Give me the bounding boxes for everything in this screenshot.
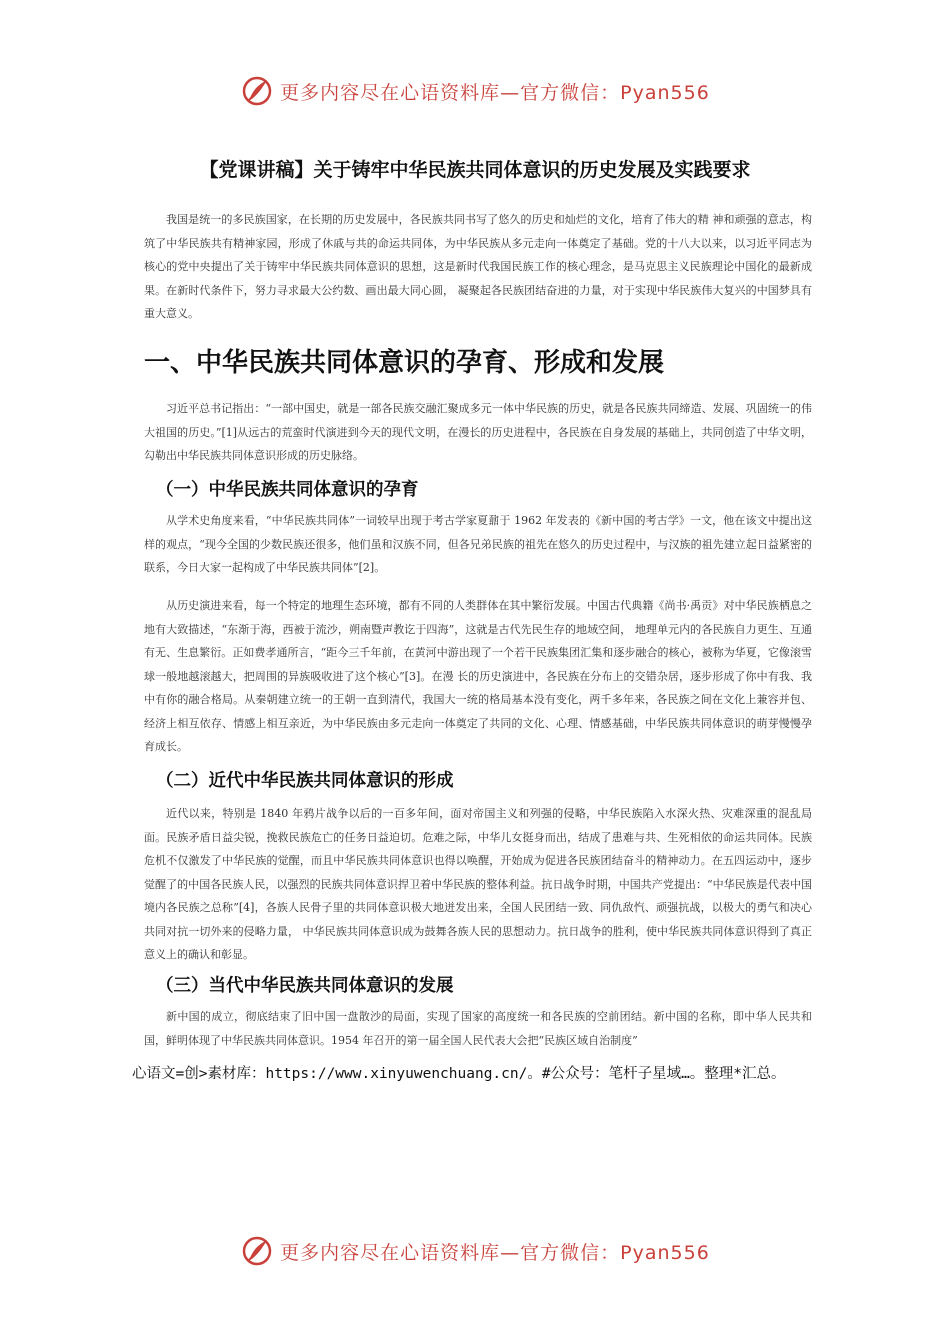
subsection-heading-3: （三）当代中华民族共同体意识的发展 bbox=[156, 976, 454, 996]
watermark-text: 更多内容尽在心语资料库—官方微信：Pyan556 bbox=[280, 1241, 710, 1264]
subsection-heading-1: （一）中华民族共同体意识的孕育 bbox=[156, 480, 419, 500]
intro-paragraph: 我国是统一的多民族国家，在长期的历史发展中，各民族共同书写了悠久的历史和灿烂的文化，培育了伟大的精 神和顽强的意志，构筑了中华民族共有精神家园，形成了休戚与共的命运共同体，为中华民族从多元走向一体奠定了基础。党的十八大以来，以习近平同志为核心的党中央提出了关于铸牢中华民族共同体意识的思想，这是新时代我国民族工作的核心理念，是马克思主义民族理论中国化的最新成果。在新时代条件下，努力寻求最大公约数、画出最大同心圆， 凝聚起各民族团结奋进的力量，对于实现中华民族伟大复兴的中国梦具有重大意义。 bbox=[144, 213, 812, 320]
watermark-text: 更多内容尽在心语资料库—官方微信：Pyan556 bbox=[280, 81, 710, 104]
document-title: 【党课讲稿】关于铸牢中华民族共同体意识的历史发展及实践要求 bbox=[199, 158, 751, 181]
section-heading-1: 一、中华民族共同体意识的孕育、形成和发展 bbox=[144, 348, 665, 378]
quill-logo-icon bbox=[240, 74, 274, 108]
watermark-footer bbox=[0, 1234, 950, 1268]
subsection2-paragraph-1: 近代以来，特别是 1840 年鸦片战争以后的一百多年间，面对帝国主义和列强的侵略，中华民族陷入水深火热、灾难深重的混乱局面。民族矛盾日益尖锐，挽救民族危亡的任务日益迫切。危难之际，中华儿女挺身而出，结成了患难与共、生死相依的命运共同体。民族危机不仅激发了中华民族的觉醒，而且中华民族共同体意识也得以唤醒，开始成为促进各民族团结奋斗的精神动力。在五四运动中，逐步觉醒了的中国各民族人民，以强烈的民族共同体意识捍卫着中华民族的整体利益。抗日战争时期，中国共产党提出：“中华民族是代表中国境内各民族之总称”[4]，各族人民骨子里的共同体意识极大地迸发出来，全国人民团结一致、同仇敌忾、顽强抗战，以极大的勇气和决心共同对抗一切外来的侵略力量， 中华民族共同体意识成为鼓舞各族人民的思想动力。抗日战争的胜利，使中华民族共同体意识得到了真正意义上的确认和彰显。 bbox=[144, 807, 812, 961]
watermark-header bbox=[0, 74, 950, 108]
source-footer-note: 心语文=创>素材库：https://www.xinyuwenchuang.cn/。#公众号：笔杆子星域…。整理*汇总。 bbox=[132, 1066, 786, 1082]
quill-logo-icon bbox=[240, 1234, 274, 1268]
subsection-heading-2: （二）近代中华民族共同体意识的形成 bbox=[156, 771, 454, 791]
subsection1-paragraph-2: 从历史演进来看，每一个特定的地理生态环境，都有不同的人类群体在其中繁衍发展。中国古代典籍《尚书·禹贡》对中华民族栖息之地有大致描述，“东渐于海，西被于流沙，朔南暨声教讫于四海”，这就是古代先民生存的地域空间， 地理单元内的各民族自力更生、互通有无、生息繁衍。正如费孝通所言，“距今三千年前，在黄河中游出现了一个若干民族集团汇集和逐步融合的核心，被称为华夏，它像滚雪球一般地越滚越大，把周围的异族吸收进了这个核心”[3]。在漫 长的历史演进中，各民族在分布上的交错杂居，逐步形成了你中有我、我中有你的融合格局。从秦朝建立统一的王朝一直到清代，我国大一统的格局基本没有变化，两千多年来，各民族之间在文化上兼容并包、经济上相互依存、情感上相互亲近，为中华民族由多元走向一体奠定了共同的文化、心理、情感基础，中华民族共同体意识的萌芽慢慢孕育成长。 bbox=[144, 599, 812, 753]
section1-lead-paragraph: 习近平总书记指出：“一部中国史，就是一部各民族交融汇聚成多元一体中华民族的历史，就是各民族共同缔造、发展、巩固统一的伟大祖国的历史。”[1]从远古的荒蛮时代演进到今天的现代文明，在漫长的历史进程中，各民族在自身发展的基础上，共同创造了中华文明，勾勒出中华民族共同体意识形成的历史脉络。 bbox=[144, 402, 812, 462]
subsection3-paragraph-1: 新中国的成立，彻底结束了旧中国一盘散沙的局面，实现了国家的高度统一和各民族的空前团结。新中国的名称，即中华人民共和国，鲜明体现了中华民族共同体意识。1954 年召开的第一届全国人民代表大会把“民族区域自治制度” bbox=[144, 1010, 812, 1047]
subsection1-paragraph-1: 从学术史角度来看，“中华民族共同体”一词较早出现于考古学家夏鼐于 1962 年发表的《新中国的考古学》一文，他在该文中提出这样的观点，“现今全国的少数民族还很多，他们虽和汉族不同，但各兄弟民族的祖先在悠久的历史过程中，与汉族的祖先建立起日益紧密的联系，今日大家一起构成了中华民族共同体”[2]。 bbox=[144, 514, 812, 574]
